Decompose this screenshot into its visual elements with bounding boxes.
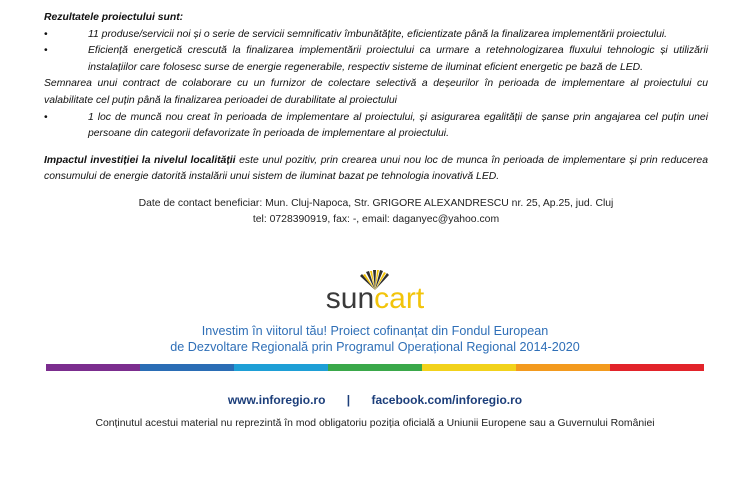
rainbow-segment — [516, 364, 610, 371]
facebook-link[interactable]: facebook.com/inforegio.ro — [371, 393, 523, 407]
contact-block — [44, 196, 708, 228]
bullet-marker: • — [44, 28, 48, 40]
impact-label: Impactul investiției la nivelul localității — [44, 154, 236, 166]
impact-text: este unul pozitiv, prin crearea unui nou loc de munca în perioada de implementare și prin reducerea consumului de energie datorită instalării unui sistem de iluminat bazat pe tehnologia inovativă LED. — [44, 154, 708, 183]
rainbow-segment — [328, 364, 422, 371]
logo-text-cart: cart — [374, 282, 425, 315]
document-body — [44, 10, 708, 228]
result-item-2 — [44, 43, 708, 76]
rainbow-bar — [46, 364, 704, 371]
bullet-marker: • — [44, 111, 48, 123]
rainbow-segment — [422, 364, 516, 371]
contact-address: Date de contact beneficiar: Mun. Cluj-Napoca, Str. GRIGORE ALEXANDRESCU nr. 25, Ap.25, jud. Cluj — [138, 197, 614, 209]
link-separator: | — [346, 393, 351, 407]
result-item-text: Eficiență energetică crescută la finalizarea implementării proiectului ca urmare a retehnologizarea fluxului tehnologic și utilizării instalațiilor care folosesc surse de energie regenerabile, respectiv sisteme de iluminat eficient energetic pe bază de LED. — [88, 45, 708, 73]
tagline-line-1: Investim în viitorul tău! Proiect cofinanțat din Fondul European — [201, 324, 549, 338]
suncart-logo — [0, 284, 750, 314]
program-tagline — [0, 323, 750, 355]
inforegio-link[interactable]: www.inforegio.ro — [227, 393, 326, 407]
impact-paragraph — [44, 153, 708, 186]
contact-phone-email: tel: 0728390919, fax: -, email: daganyec@yahoo.com — [252, 213, 500, 225]
footer-links — [0, 393, 750, 407]
rainbow-segment — [610, 364, 704, 371]
logo-text-sun: sun — [325, 282, 375, 315]
eu-disclaimer: Conținutul acestui material nu reprezintă în mod obligatoriu poziția oficială a Uniunii Europene sau a Guvernului României — [95, 418, 655, 429]
result-item-text: 11 produse/servicii noi și o serie de servicii semnificativ îmbunătățite, eficientizate până la finalizarea implementării proiectului. — [88, 28, 668, 40]
rainbow-segment — [140, 364, 234, 371]
result-item-1 — [44, 27, 708, 44]
result-item-text: 1 loc de muncă nou creat în perioada de implementare al proiectului, și asigurarea egalității de șanse prin angajarea cel puțin unei persoane din categorii defavorizate în perioada de implementare al proiectului. — [88, 111, 708, 140]
result-continuation: Semnarea unui contract de colaborare cu un furnizor de colectare selectivă a deșeurilor în perioada de implementare al proiectului cu valabilitate cel puțin până la finalizarea perioadei de durabilitate al proiectului — [44, 78, 708, 106]
bullet-marker: • — [44, 45, 48, 57]
rainbow-segment — [234, 364, 328, 371]
results-heading: Rezultatele proiectului sunt: — [44, 12, 184, 23]
tagline-line-2: de Dezvoltare Regională prin Programul Operațional Regional 2014-2020 — [170, 340, 580, 354]
rainbow-segment — [46, 364, 140, 371]
result-item-3 — [44, 110, 708, 143]
